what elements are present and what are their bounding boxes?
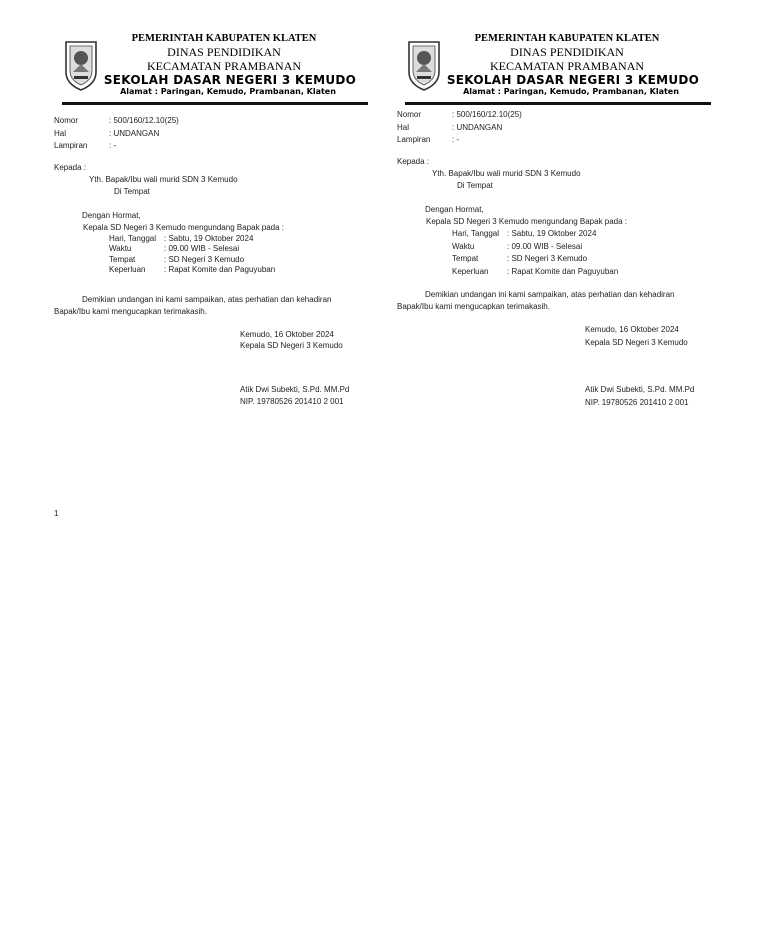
invitation-letter-right <box>397 32 707 407</box>
detail-value: : Sabtu, 19 Oktober 2024 <box>507 229 597 238</box>
detail-value: : Rapat Komite dan Paguyuban <box>507 266 619 276</box>
closing-line-1: Demikian undangan ini kami sampaikan, atas perhatian dan kehadiran <box>82 295 332 304</box>
school-address: Alamat : Paringan, Kemudo, Prambanan, Klaten <box>463 87 679 96</box>
detail-label: Waktu <box>109 244 132 254</box>
closing-line-1: Demikian undangan ini kami sampaikan, atas perhatian dan kehadiran <box>425 290 675 299</box>
signatory-nip: NIP. 19780526 201410 2 001 <box>585 398 689 407</box>
meta-label: Nomor <box>397 110 422 119</box>
recipient-place: Di Tempat <box>457 181 493 190</box>
detail-row-place <box>452 254 702 267</box>
recipient-place: Di Tempat <box>114 187 150 196</box>
recipient-name: Yth. Bapak/Ibu wali murid SDN 3 Kemudo <box>89 175 238 184</box>
detail-value: : Sabtu, 19 Oktober 2024 <box>164 234 254 243</box>
detail-value: : SD Negeri 3 Kemudo <box>164 254 245 264</box>
letterhead <box>397 32 707 102</box>
detail-row-purpose <box>452 267 702 280</box>
meta-label: Lampiran <box>397 135 431 144</box>
signature-place-date: Kemudo, 16 Oktober 2024 <box>240 330 334 339</box>
detail-value: : 09.00 WIB - Selesai <box>507 241 583 251</box>
signatory-nip: NIP. 19780526 201410 2 001 <box>240 397 344 406</box>
meta-value: : UNDANGAN <box>452 122 503 132</box>
detail-label: Keperluan <box>109 264 146 274</box>
event-details <box>109 234 359 275</box>
detail-row-date <box>109 234 359 244</box>
government-name: PEMERINTAH KABUPATEN KLATEN <box>131 33 317 44</box>
detail-label: Hari, Tanggal <box>109 234 156 243</box>
detail-label: Waktu <box>452 241 475 251</box>
school-name: SEKOLAH DASAR NEGERI 3 KEMUDO <box>103 73 357 87</box>
detail-value: : SD Negeri 3 Kemudo <box>507 254 588 263</box>
greeting: Dengan Hormat, <box>82 211 141 220</box>
detail-row-time <box>109 244 359 254</box>
detail-label: Tempat <box>109 254 136 264</box>
closing-line-2: Bapak/Ibu kami mengucapkan terimakasih. <box>54 307 207 316</box>
detail-label: Hari, Tanggal <box>452 229 499 238</box>
meta-label: Hal <box>397 122 410 132</box>
meta-label: Nomor <box>54 116 79 125</box>
detail-label: Tempat <box>452 254 479 263</box>
meta-label: Hal <box>54 128 67 138</box>
letterhead-divider <box>405 102 711 105</box>
meta-value: : UNDANGAN <box>109 128 160 138</box>
meta-value: : - <box>109 141 117 150</box>
detail-value: : 09.00 WIB - Selesai <box>164 244 240 254</box>
page-number: 1 <box>54 509 59 518</box>
invitation-intro: Kepala SD Negeri 3 Kemudo mengundang Bapak pada : <box>426 217 628 226</box>
meta-value: : - <box>452 135 460 144</box>
office-name: DINAS PENDIDIKAN <box>167 45 281 59</box>
district-name: KECAMATAN PRAMBANAN <box>489 59 645 73</box>
detail-row-time <box>452 242 702 255</box>
invitation-letter-left <box>54 32 364 406</box>
invitation-intro: Kepala SD Negeri 3 Kemudo mengundang Bapak pada : <box>83 223 285 232</box>
signature-position: Kepala SD Negeri 3 Kemudo <box>585 338 688 347</box>
signatory-name: Atik Dwi Subekti, S.Pd. MM.Pd <box>585 385 695 394</box>
school-address: Alamat : Paringan, Kemudo, Prambanan, Klaten <box>120 87 336 96</box>
letterhead-divider <box>62 102 368 105</box>
detail-value: : Rapat Komite dan Paguyuban <box>164 264 276 274</box>
recipient-label: Kepada : <box>54 163 87 172</box>
signature-position: Kepala SD Negeri 3 Kemudo <box>240 341 343 350</box>
signatory-name: Atik Dwi Subekti, S.Pd. MM.Pd <box>240 385 350 394</box>
school-name: SEKOLAH DASAR NEGERI 3 KEMUDO <box>446 73 700 87</box>
letterhead <box>54 32 364 102</box>
event-details <box>452 229 702 279</box>
meta-value: : 500/160/12.10(25) <box>109 116 179 125</box>
government-name: PEMERINTAH KABUPATEN KLATEN <box>474 33 660 44</box>
meta-label: Lampiran <box>54 141 88 150</box>
greeting: Dengan Hormat, <box>425 205 484 214</box>
closing-line-2: Bapak/Ibu kami mengucapkan terimakasih. <box>397 302 550 311</box>
office-name: DINAS PENDIDIKAN <box>510 45 624 59</box>
district-name: KECAMATAN PRAMBANAN <box>146 59 302 73</box>
detail-row-purpose <box>109 265 359 275</box>
signature-place-date: Kemudo, 16 Oktober 2024 <box>585 325 679 334</box>
detail-row-date <box>452 229 702 242</box>
detail-row-place <box>109 255 359 265</box>
detail-label: Keperluan <box>452 266 489 276</box>
recipient-label: Kepada : <box>397 157 430 166</box>
meta-value: : 500/160/12.10(25) <box>452 110 522 119</box>
recipient-name: Yth. Bapak/Ibu wali murid SDN 3 Kemudo <box>432 169 581 178</box>
